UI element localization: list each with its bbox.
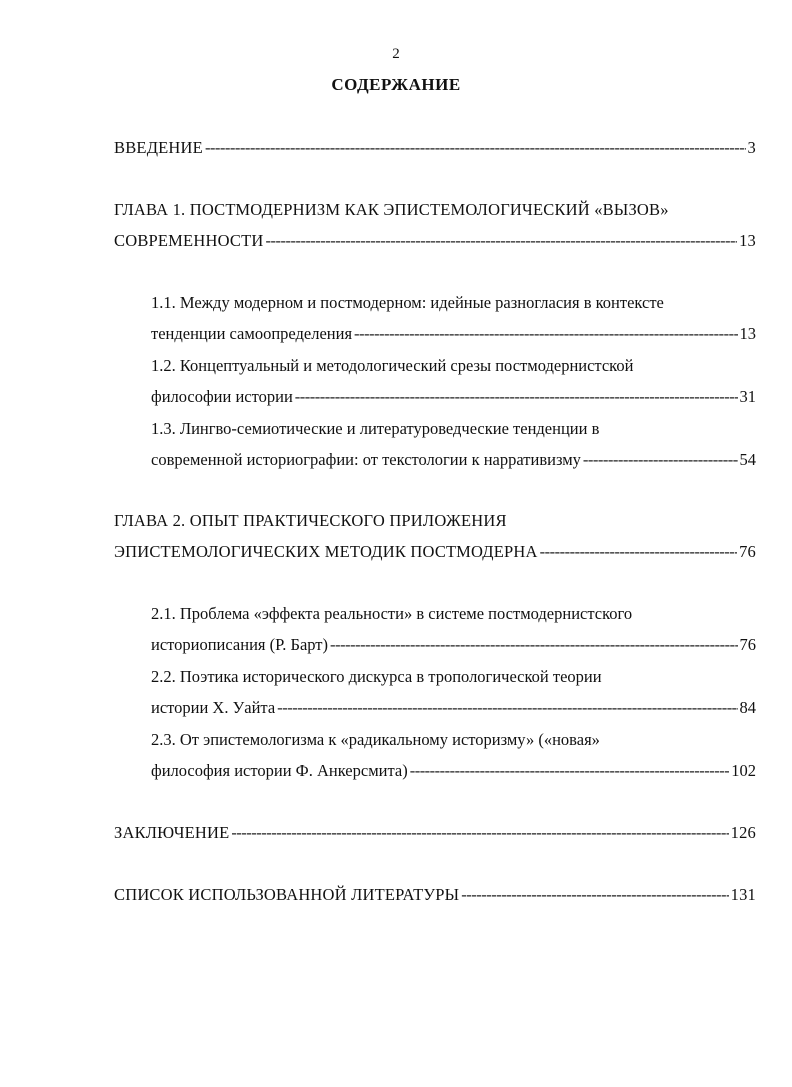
toc-chapter-1-line1: ГЛАВА 1. ПОСТМОДЕРНИЗМ КАК ЭПИСТЕМОЛОГИЧЕСКИЙ «ВЫЗОВ» [114,200,669,219]
toc-section-1-1-line1: 1.1. Между модерном и постмодерном: идейные разногласия в контексте [151,293,664,312]
toc-section-2-1-line1: 2.1. Проблема «эффекта реальности» в системе постмодернистского [151,604,633,623]
toc-section-1-1 [151,324,756,344]
toc-chapter-2 [114,542,756,562]
dot-leader [354,324,737,344]
toc-entry-page: 3 [747,138,756,157]
toc-entry-text: СОВРЕМЕННОСТИ [114,231,264,250]
toc-entry-bibliography [114,885,756,905]
toc-section-1-2-line1: 1.2. Концептуальный и методологический срезы постмодернистской [151,356,634,375]
dot-leader [205,138,746,158]
toc-entry-text: ЭПИСТЕМОЛОГИЧЕСКИХ МЕТОДИК ПОСТМОДЕРНА [114,542,538,561]
toc-entry-page: 31 [739,387,756,406]
toc-entry-text: СПИСОК ИСПОЛЬЗОВАННОЙ ЛИТЕРАТУРЫ [114,885,460,904]
toc-entry-text: истории Х. Уайта [151,698,276,717]
toc-entry-text: тенденции самоопределения [151,324,353,343]
dot-leader [330,635,737,655]
dot-leader [277,698,737,718]
toc-section-1-3-line1: 1.3. Лингво-семиотические и литературоведческие тенденции в [151,419,600,438]
toc-entry-text: историописания (Р. Барт) [151,635,329,654]
dot-leader [461,885,728,905]
toc-entry-text: философия истории Ф. Анкерсмита) [151,761,408,780]
dot-leader [265,231,737,251]
toc-entry-intro [114,138,756,158]
toc-section-2-3 [151,761,756,781]
toc-entry-page: 76 [739,635,756,654]
toc-entry-page: 126 [730,823,756,842]
toc-entry-text: ЗАКЛЮЧЕНИЕ [114,823,230,842]
toc-section-2-2-line1: 2.2. Поэтика исторического дискурса в тропологической теории [151,667,602,686]
toc-chapter-1 [114,231,756,251]
toc-section-1-2 [151,387,756,407]
toc-chapter-2-line1: ГЛАВА 2. ОПЫТ ПРАКТИЧЕСКОГО ПРИЛОЖЕНИЯ [114,511,507,530]
toc-entry-page: 13 [739,324,756,343]
toc-entry-text: философии истории [151,387,293,406]
toc-entry-text: ВВЕДЕНИЕ [114,138,203,157]
toc-entry-page: 76 [739,542,756,561]
page-number: 2 [392,46,400,62]
dot-leader [295,387,738,407]
toc-section-2-1 [151,635,756,655]
toc-section-2-2 [151,698,756,718]
toc-entry-page: 54 [739,450,756,469]
toc-section-2-3-line1: 2.3. От эпистемологизма к «радикальному историзму» («новая» [151,730,600,749]
dot-leader [231,823,728,843]
toc-entry-text: современной историографии: от текстологии к нарративизму [151,450,581,469]
toc-title: СОДЕРЖАНИЕ [331,75,461,94]
dot-leader [410,761,730,781]
toc-entry-page: 131 [730,885,756,904]
toc-entry-page: 102 [731,761,756,780]
toc-entry-page: 13 [739,231,756,250]
toc-entry-page: 84 [739,698,756,717]
dot-leader [540,542,737,562]
toc-section-1-3 [151,450,756,470]
dot-leader [583,450,738,470]
toc-entry-conclusion [114,823,756,843]
